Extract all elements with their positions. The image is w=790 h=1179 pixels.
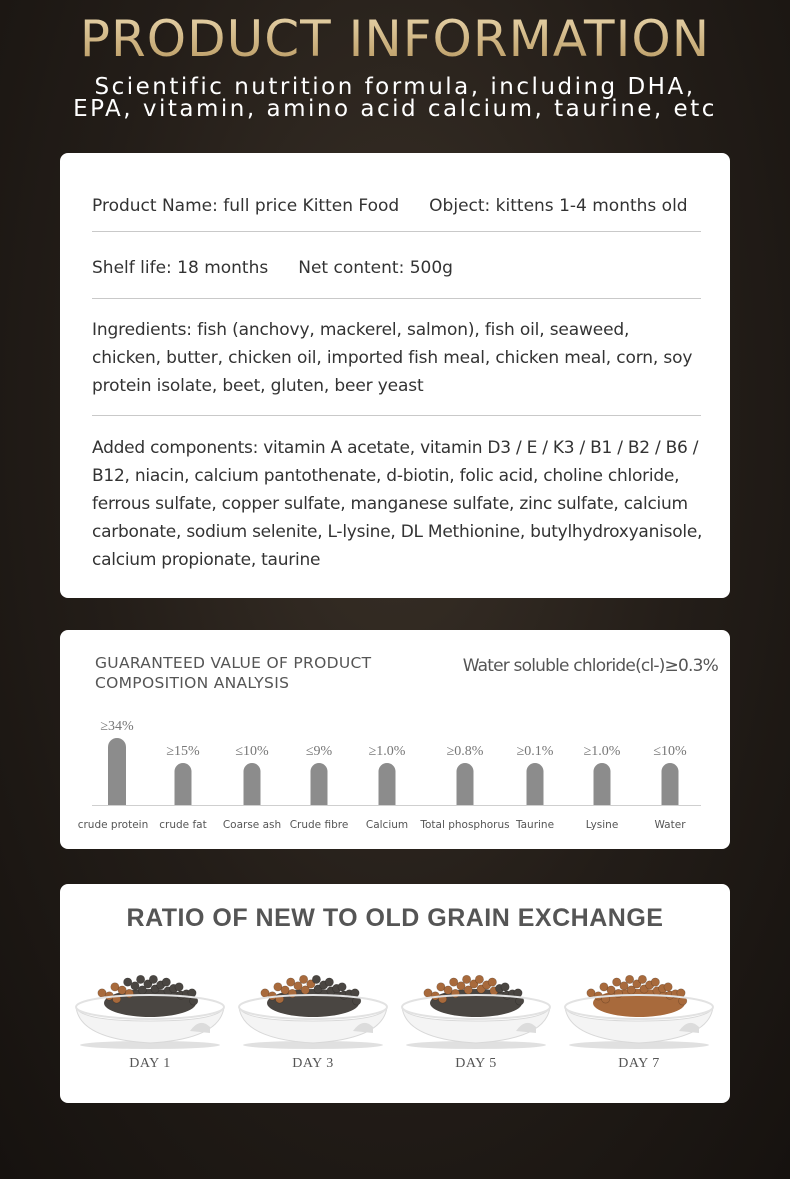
- category-label: Lysine: [585, 819, 619, 831]
- category-label: Taurine: [515, 819, 555, 831]
- kibble: [638, 975, 646, 983]
- composition-analysis-card: [60, 630, 730, 849]
- grain-exchange-card: [60, 884, 730, 1103]
- kibble: [312, 975, 320, 983]
- added-components: Added components: vitamin A acetate, vitamin D3 / E / K3 / B1 / B2 / B6 / B12, niacin, calcium pantothenate, d-biotin, folic acid, choline chloride, ferrous sulfate, copper sulfate, manganese sulfate, zinc sulfate, calcium carbonate, sodium selenite, L-lysine, DL Methionine, butylhydroxyanisole, calcium propionate, taurine: [92, 438, 703, 570]
- bar-value-label: ≥1.0%: [583, 744, 621, 759]
- kibble: [462, 975, 470, 983]
- kibble: [325, 978, 333, 986]
- bar-water: [662, 763, 679, 805]
- category-label: Coarse ash: [222, 819, 282, 831]
- bowl-illustration: [70, 969, 230, 1049]
- bar-crude-protein: [108, 738, 126, 805]
- food-bowl-day-7: [559, 969, 719, 1079]
- divider: [92, 298, 701, 299]
- day-label: DAY 1: [129, 1056, 171, 1071]
- kibble: [625, 975, 633, 983]
- bar-lysine: [594, 763, 611, 805]
- bar-value-label: ≥0.8%: [446, 744, 484, 759]
- chart-title-line-2: COMPOSITION ANALYSIS: [95, 674, 290, 692]
- bar-value-label: ≤10%: [653, 744, 687, 759]
- bar-value-label: ≤9%: [305, 744, 333, 759]
- food-bowl-day-5: [396, 969, 556, 1079]
- chart-title-line-1: GUARANTEED VALUE OF PRODUCT: [95, 654, 372, 672]
- kibble: [299, 975, 307, 983]
- info-row-name-object: [92, 192, 702, 220]
- category-label: Total phosphorus: [420, 819, 510, 831]
- product-name: Product Name: full price Kitten Food: [92, 196, 400, 216]
- day-label: DAY 3: [292, 1056, 334, 1071]
- divider: [92, 415, 701, 416]
- bowl-illustration: [233, 969, 393, 1049]
- category-label: Water: [654, 819, 686, 831]
- ratio-title: RATIO OF NEW TO OLD GRAIN EXCHANGE: [126, 904, 664, 932]
- food-bowl-day-1: [70, 969, 230, 1079]
- food-bowl-day-3: [233, 969, 393, 1079]
- bar-coarse-ash: [244, 763, 261, 805]
- category-label: crude protein: [77, 819, 149, 831]
- page-title: PRODUCT INFORMATION: [0, 10, 790, 68]
- day-label: DAY 5: [455, 1056, 497, 1071]
- bar-taurine: [527, 763, 544, 805]
- kibble: [338, 983, 346, 991]
- kibble: [651, 978, 659, 986]
- kibble: [162, 978, 170, 986]
- product-info-card: [60, 153, 730, 598]
- bar-crude-fat: [175, 763, 192, 805]
- category-label: Calcium: [365, 819, 409, 831]
- bar-value-label: ≥34%: [100, 719, 134, 734]
- bar-value-label: ≤10%: [235, 744, 269, 759]
- subtitle-line-1: Scientific nutrition formula, including DHA,: [94, 74, 696, 100]
- bowl-illustration: [396, 969, 556, 1049]
- net-content: Net content: 500g: [298, 258, 453, 278]
- bar-value-label: ≥15%: [166, 744, 200, 759]
- bar-calcium: [379, 763, 396, 805]
- bowl-illustration: [559, 969, 719, 1049]
- kibble: [488, 978, 496, 986]
- divider: [92, 231, 701, 232]
- chloride-note: Water soluble chloride(cl-)≥0.3%: [462, 656, 718, 676]
- info-row-shelf-net: [92, 254, 702, 282]
- bar-value-label: ≥0.1%: [516, 744, 554, 759]
- bar-crude-fibre: [311, 763, 328, 805]
- kibble: [664, 983, 672, 991]
- composition-bar-chart: [60, 630, 730, 849]
- shelf-life: Shelf life: 18 months: [92, 258, 269, 278]
- day-label: DAY 7: [618, 1056, 660, 1071]
- page-subtitle: [0, 76, 790, 120]
- kibble: [501, 983, 509, 991]
- kibble: [175, 983, 183, 991]
- kibble: [475, 975, 483, 983]
- ingredients: Ingredients: fish (anchovy, mackerel, salmon), fish oil, seaweed, chicken, butter, chicken oil, imported fish meal, chicken meal, corn, soy protein isolate, beet, gluten, beer yeast: [92, 320, 693, 396]
- category-label: Crude fibre: [289, 819, 349, 831]
- kibble: [149, 975, 157, 983]
- bar-total-phosphorus: [457, 763, 474, 805]
- subtitle-line-2: EPA, vitamin, amino acid calcium, taurine, etc: [73, 96, 717, 122]
- kibble: [136, 975, 144, 983]
- bar-value-label: ≥1.0%: [368, 744, 406, 759]
- category-label: crude fat: [159, 819, 207, 831]
- product-object: Object: kittens 1-4 months old: [429, 196, 688, 216]
